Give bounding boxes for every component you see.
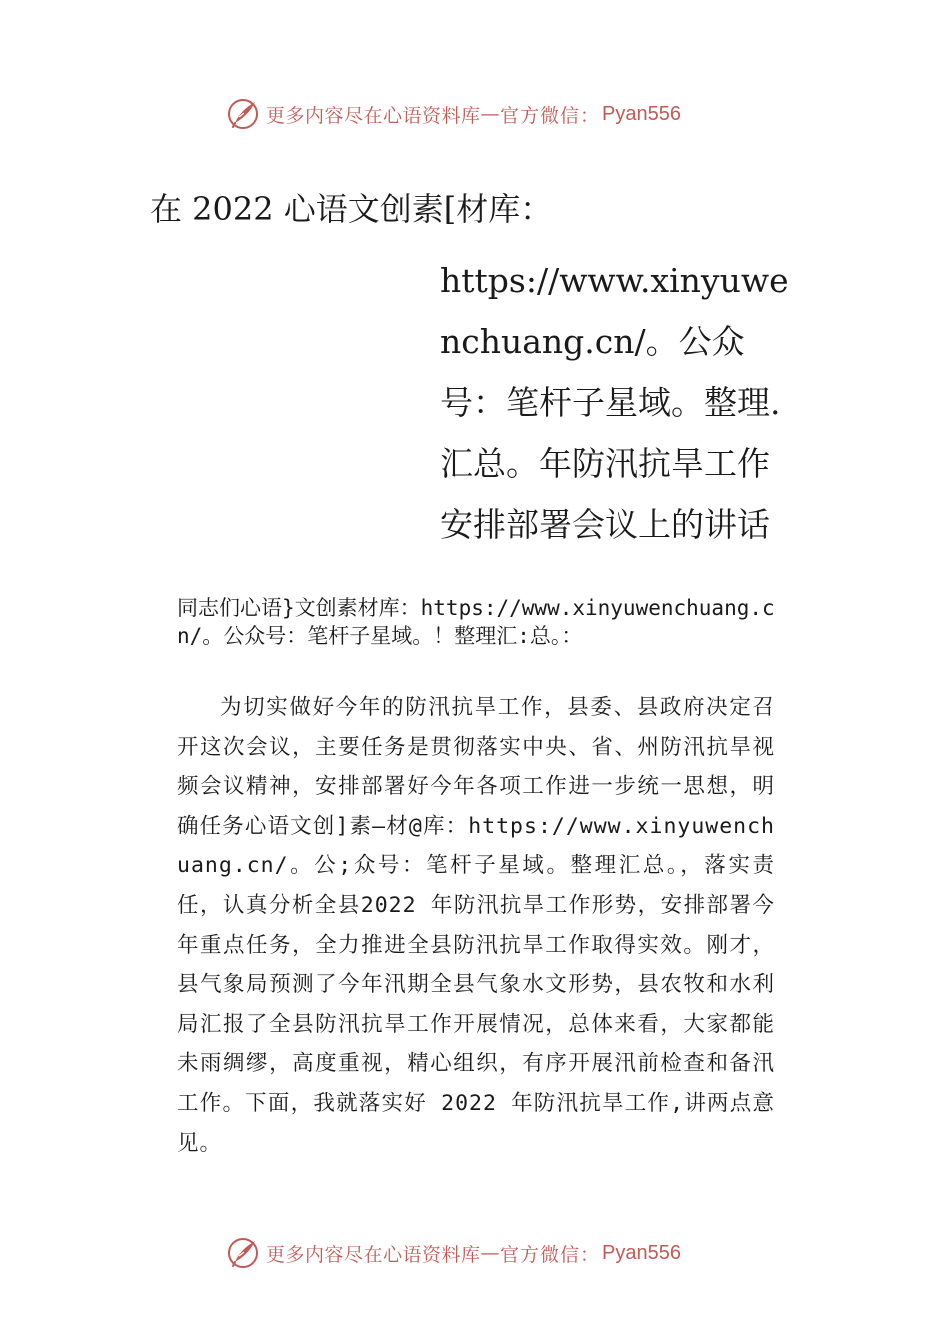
header-watermark: [226, 97, 681, 131]
watermark-site-text: 更多内容尽在心语资料库: [266, 104, 481, 127]
salutation-paragraph: 同志们心语}文创素材库：https://www.xinyuwenchuang.cn/。公众号：笔杆子星域。！整理汇:总。：: [177, 596, 775, 648]
watermark-site-text: 更多内容尽在心语资料库: [266, 1243, 481, 1266]
watermark-official-text: 官方微信：: [500, 1243, 601, 1266]
quill-pen-logo-icon: [226, 1236, 260, 1270]
watermark-account-id: Pyan556: [602, 1241, 681, 1264]
body-paragraph: 为切实做好今年的防汛抗旱工作，县委、县政府决定召开这次会议，主要任务是贯彻落实中央、省、州防汛抗旱视频会议精神，安排部署好今年各项工作进一步统一思想，明确任务心语文创]素—材@库：https://www.xinyuwenchuang.cn/。公;众号：笔杆子星域。整理汇总。，落实责任，认真分析全县2022 年防汛抗旱工作形势，安排部署今年重点任务，全力推进全县防汛抗旱工作取得实效。刚才，县气象局预测了今年汛期全县气象水文形势，县农牧和水利局汇报了全县防汛抗旱工作开展情况，总体来看，大家都能未雨绸缪，高度重视，精心组织，有序开展汛前检查和备汛工作。下面，我就落实好 2022 年防汛抗旱工作,讲两点意见。: [177, 695, 775, 1156]
footer-watermark: [226, 1236, 681, 1270]
document-title-first-line: 在 2022 心语文创素[材库：: [150, 190, 553, 228]
quill-pen-logo-icon: [226, 97, 260, 131]
watermark-official-text: 官方微信：: [500, 104, 601, 127]
watermark-dash: —: [480, 1242, 501, 1264]
watermark-dash: —: [480, 103, 501, 125]
document-title-continuation: https://www.xinyuwenchuang.cn/。公众号：笔杆子星域。整理.汇总。年防汛抗旱工作安排部署会议上的讲话: [440, 261, 789, 544]
watermark-account-id: Pyan556: [602, 102, 681, 125]
